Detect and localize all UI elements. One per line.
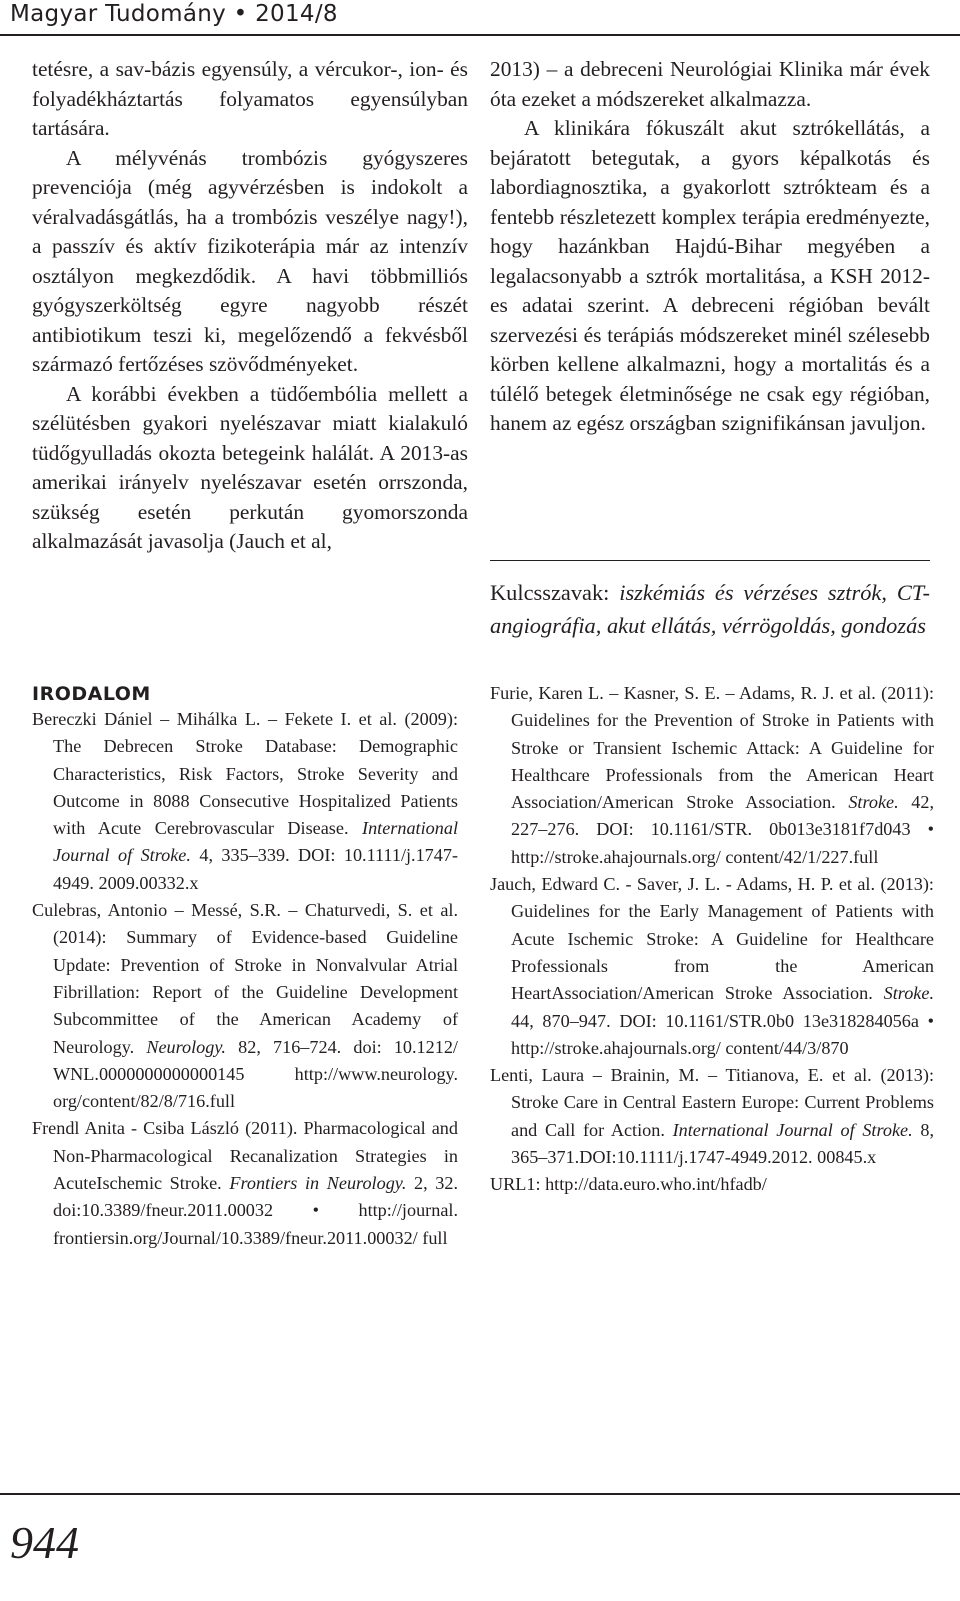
reference-item: [32, 897, 458, 1115]
running-header: [0, 0, 960, 36]
body-paragraph: A mélyvénás trombózis gyógyszeres prevenciója (még agyvérzésben is indokolt a véralvadásgátlás, ha a trombózis veszélye nagy!), a passzív és aktív fizikoterápia már az intenzív osztályon megkezdődik. A havi többmilliós gyógyszerköltség egyre nagyobb részét antibiotikum teszi ki, megelőzendő a fekvésből származó fertőzéses szövődményeket.: [32, 145, 468, 376]
reference-details: 42, 227–276. DOI: 10.1161/STR. 0b013e3181f7d043 • http://stroke.ahajournals.org/ content/42/1/227.full: [511, 792, 934, 867]
body-paragraph: A klinikára fókuszált akut sztrókellátás, a bejáratott betegutak, a gyors képalkotás és labordiagnosztika, a gyakorlott sztrókteam és a fentebb részletezett komplex terápia eredményezte, hogy hazánkban Hajdú-Bihar megyében a legalacsonyabb a sztrók mortalitása, a KSH 2012-es adatai szerint. A debreceni régióban bevált szervezési és terápiás módszereket minél szélesebb körben kellene alkalmazni, hogy a mortalitás és a túlélő betegek életminősége ne csak egy régióban, hanem az egész országban szignifikánsan javuljon.: [490, 116, 930, 435]
reference-main: Bereczki Dániel – Mihálka L. – Fekete I. et al. (2009): The Debrecen Stroke Database: Demographic Characteristics, Risk Factors, Stroke Severity and Outcome in 8088 Consecutive Hospitalized Patients with Acute Cerebrovascular Disease.: [32, 709, 458, 839]
reference-url: URL1: http://data.euro.who.int/hfadb/: [490, 1174, 767, 1195]
reference-journal: Neurology.: [146, 1036, 226, 1057]
reference-details: 2, 32. doi:10.3389/fneur.2011.00032 • http://journal. frontiersin.org/Journal/10.3389/fneur.2011.00032/ full: [53, 1173, 459, 1248]
body-paragraph: 2013) – a debreceni Neurológiai Klinika már évek óta ezeket a módszereket alkalmazza.: [490, 57, 930, 111]
body-paragraph: tetésre, a sav-bázis egyensúly, a vércukor-, ion- és folyadékháztartás folyamatos egyensúlyban tartására.: [32, 57, 468, 140]
reference-main: Frendl Anita - Csiba László (2011). Pharmacological and Non-Pharmacological Recanalization Strategies in AcuteIschemic Stroke.: [32, 1118, 458, 1194]
reference-item: [490, 1171, 934, 1198]
reference-journal: Frontiers in Neurology.: [229, 1173, 407, 1194]
reference-details: 44, 870–947. DOI: 10.1161/STR.0b0 13e318284056a • http://stroke.ahajournals.org/ content/44/3/870: [511, 1010, 934, 1058]
reference-main: Furie, Karen L. – Kasner, S. E. – Adams, R. J. et al. (2011): Guidelines for the Prevention of Stroke in Patients with Stroke or Transient Ischemic Attack: A Guideline for Healthcare Professionals from the American Heart Association/American Stroke Association.: [490, 683, 934, 813]
body-column-right: [490, 55, 930, 439]
references-column-left: [32, 706, 458, 1252]
reference-journal: International Journal of Stroke.: [53, 818, 458, 866]
reference-item: [32, 706, 458, 897]
page-number: 944: [10, 1517, 79, 1568]
reference-journal: Stroke.: [848, 792, 899, 813]
journal-title: Magyar Tudomány • 2014/8: [10, 1, 338, 27]
keywords-divider: [490, 560, 930, 561]
references-heading: IRODALOM: [32, 683, 151, 705]
body-column-left: [32, 55, 468, 557]
reference-details: 8, 365–371.DOI:10.1111/j.1747-4949.2012. 00845.x: [511, 1119, 935, 1168]
reference-details: 82, 716–724. doi: 10.1212/ WNL.0000000000000145 http://www.neurology. org/content/82/8/716.full: [53, 1036, 458, 1112]
references-column-right: [490, 680, 934, 1199]
reference-main: Lenti, Laura – Brainin, M. – Titianova, E. et al. (2013): Stroke Care in Central Eastern Europe: Current Problems and Call for Action.: [490, 1065, 934, 1140]
reference-item: [490, 1062, 934, 1171]
footer-divider: [0, 1493, 960, 1495]
reference-main: Jauch, Edward C. - Saver, J. L. - Adams, H. P. et al. (2013): Guidelines for the Early Management of Patients with Acute Ischemic Stroke: A Guideline for Healthcare Professionals from the American HeartAssociation/American Stroke Association.: [490, 874, 934, 1004]
keywords-text: iszkémiás és vérzéses sztrók, CT-angiográfia, akut ellátás, vérrögoldás, gondozás: [490, 580, 930, 638]
body-paragraph: A korábbi években a tüdőembólia mellett a szélütésben gyakori nyelészavar miatt kialakuló tüdőgyulladás okozta betegeink halálát. A 2013-as amerikai irányelv nyelészavar esetén orrszonda, szükség esetén perkután gyomorszonda alkalmazását javasolja (Jauch et al,: [32, 381, 468, 553]
reference-item: [490, 680, 934, 871]
reference-item: [32, 1115, 458, 1251]
keywords: [490, 576, 930, 642]
reference-item: [490, 871, 934, 1062]
reference-main: Culebras, Antonio – Messé, S.R. – Chaturvedi, S. et al. (2014): Summary of Evidence-based Guideline Update: Prevention of Stroke in Nonvalvular Atrial Fibrillation: Report of the Guideline Development Subcommittee of the American Academy of Neurology.: [32, 900, 458, 1057]
reference-journal: Stroke.: [883, 983, 934, 1004]
reference-details: 4, 335–339. DOI: 10.1111/j.1747-4949. 2009.00332.x: [53, 845, 459, 893]
keywords-label: Kulcsszavak:: [490, 580, 610, 605]
reference-journal: International Journal of Stroke.: [672, 1119, 913, 1140]
